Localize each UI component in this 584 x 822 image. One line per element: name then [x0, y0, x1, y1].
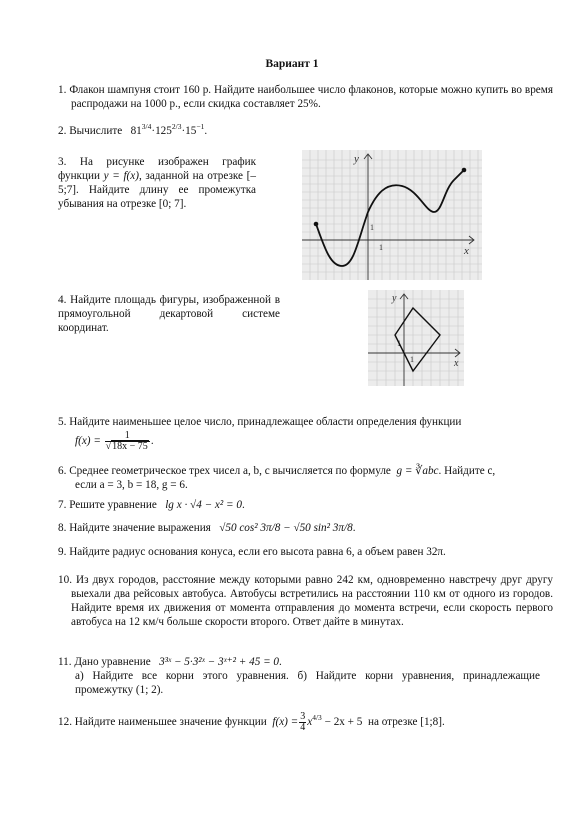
function-graph-1 [302, 150, 482, 280]
task-11: 11. Дано уравнение 3³ˣ − 5·3²ˣ − 3ˣ⁺² + 45 = 0. а) Найдите все корни этого уравнения. б) Найдите корни уравнения, принадлежащие промежутку (1; 2). [58, 656, 540, 696]
curve-end-point [462, 168, 467, 173]
task-5-formula: f(x) = $\frac{1}{√18x - 75}$ . [75, 430, 154, 452]
y-axis-label: y [354, 153, 359, 165]
page-title: Вариант 1 [265, 58, 319, 70]
task-6: 6. Среднее геометрическое трех чисел a, b, c вычисляется по формуле g = ∛abc. Найдите c, если a = 3, b = 18, g = 6. [58, 465, 496, 491]
task-4: 4. Найдите площадь фигуры, изображенной в прямоугольной декартовой системе координат. [58, 294, 280, 334]
x-unit-label: 1 [379, 243, 383, 252]
task-11-equation: 3³ˣ − 5·3²ˣ − 3ˣ⁺² + 45 = 0 [159, 656, 280, 668]
task-12: 12. Найдите наименьшее значение функции f(x) = $\frac{3}{4}$ $x^{4/3} - 2x + 5$ на отрезке [1;8]. [58, 711, 445, 733]
task-3: 3. На рисунке изображен график функции y = f(x), заданной на отрезке [–5;7]. Найдите длину ее промежутка убывания на отрезке [0; 7]. [58, 156, 256, 210]
task-8: 8. Найдите значение выражения √50 cos² 3π/8 − √50 sin² 3π/8. [58, 522, 356, 534]
task-7: 7. Решите уравнение lg x · √4 − x² = 0. [58, 499, 245, 511]
task-9: 9. Найдите радиус основания конуса, если его высота равна 6, а объем равен 32π. [58, 546, 446, 558]
task-2-lead: 2. Вычислите [58, 125, 123, 137]
task-5: 5. Найдите наименьшее целое число, принадлежащее области определения функции f(x) = $\frac{1}{√18x - 75}$ . [58, 415, 540, 452]
task-12-formula: f(x) = $\frac{3}{4}$ $x^{4/3} - 2x + 5$ [272, 711, 363, 733]
x-axis-label: x [464, 245, 469, 257]
task-7-formula: lg x · √4 − x² = 0 [165, 499, 242, 511]
task-3-function: y = f(x) [103, 170, 139, 182]
task-2-expr: $81^{3/4}\cdot 125^{2/3}\cdot 15^{-1}$. [130, 122, 208, 137]
task-10: 10. Из двух городов, расстояние между которыми равно 242 км, одновременно навстречу друг другу выехали два рейсовых автобуса. Автобусы встретились на расстоянии 110 км от одного из городов. Найдите время их движения от момента отправления до момента встречи, если скорость первого автобуса на 12 км/ч больше скорости второго. Ответ дайте в минутах. [58, 574, 553, 628]
x-axis-label: x [454, 358, 459, 369]
task-1: 1. Флакон шампуня стоит 160 р. Найдите наибольшее число флаконов, которые можно купить во время распродажи на 1000 р., если скидка составляет 25%. [58, 84, 553, 110]
y-axis-label: y [392, 293, 397, 304]
x-unit-label: 1 [410, 355, 414, 364]
task-6-formula: g = ∛abc [396, 465, 439, 477]
task-2 [58, 124, 540, 138]
y-unit-label: 1 [370, 223, 374, 232]
rhombus-figure [368, 290, 464, 386]
task-8-formula: √50 cos² 3π/8 − √50 sin² 3π/8 [219, 522, 353, 534]
y-unit-label: 1 [397, 339, 401, 348]
curve-start-point [314, 222, 319, 227]
